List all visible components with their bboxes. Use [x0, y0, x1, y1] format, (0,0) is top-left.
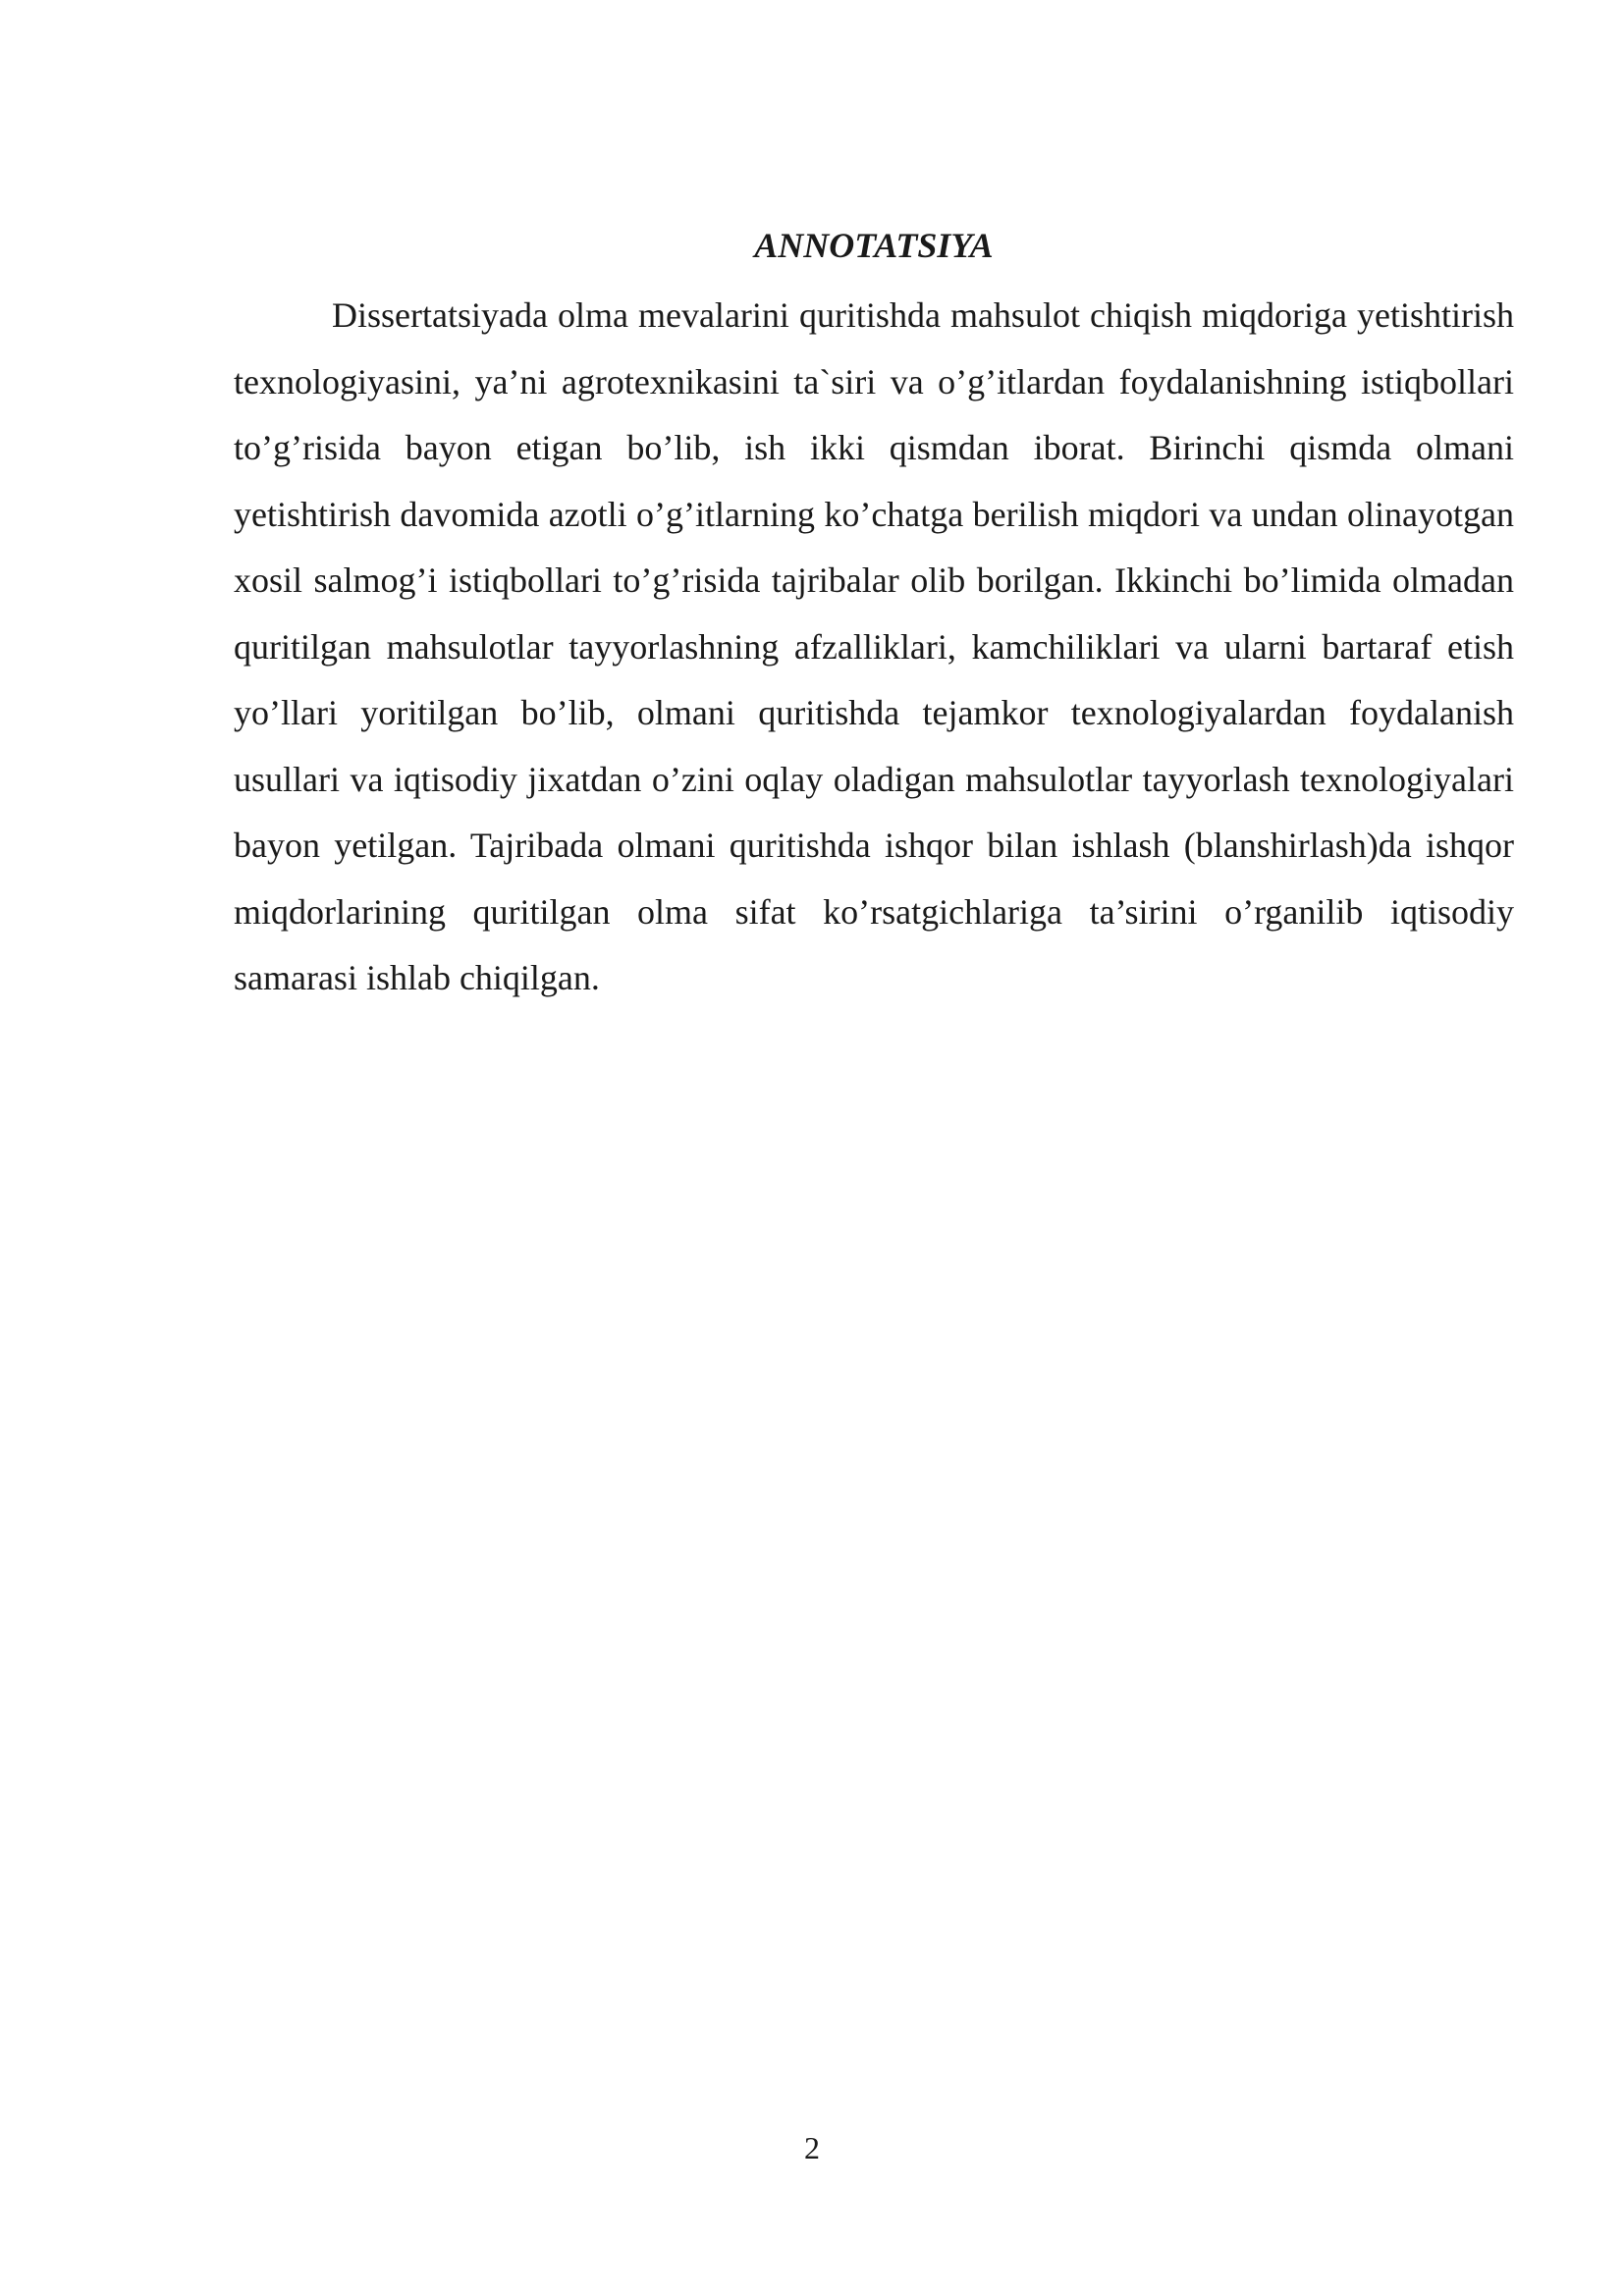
page-number: 2	[804, 2130, 820, 2165]
section-heading: ANNOTATSIYA	[754, 226, 994, 265]
abstract-paragraph: Dissertatsiyada olma mevalarini quritishda mahsulot chiqish miqdoriga yetishtirish texnologiyasini, ya’ni agrotexnikasini ta`siri va o’g’itlardan foydalanishning istiqbollari to’g’risida bayon etigan bo’lib, ish ikki qismdan iborat. Birinchi qismda olmani yetishtirish davomida azotli o’g’itlarning ko’chatga berilish miqdori va undan olinayotgan xosil salmog’i istiqbollari to’g’risida tajribalar olib borilgan. Ikkinchi bo’limida olmadan quritilgan mahsulotlar tayyorlashning afzalliklari, kamchiliklari va ularni bartaraf etish yo’llari yoritilgan bo’lib, olmani quritishda tejamkor texnologiyalardan foydalanish usullari va iqtisodiy jixatdan o’zini oqlay oladigan mahsulotlar tayyorlash texnologiyalari bayon yetilgan. Tajribada olmani quritishda ishqor bilan ishlash (blanshirlash)da ishqor miqdorlarining quritilgan olma sifat ko’rsatgichlariga ta’sirini o’rganilib iqtisodiy samarasi ishlab chiqilgan.	[234, 295, 1514, 997]
